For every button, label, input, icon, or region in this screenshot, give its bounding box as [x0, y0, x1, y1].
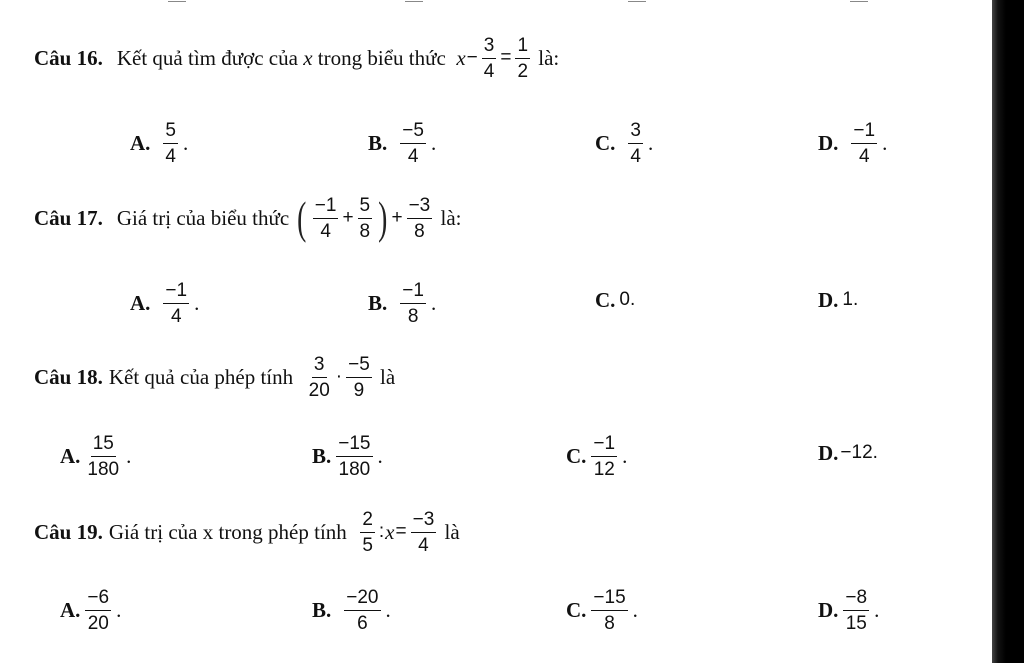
option-a: A. $\frac{-6}{20}$ .: [60, 586, 122, 634]
question-17-stem: Câu 17. Giá trị của biểu thức ( $\frac{-1}{4}$ + $\frac{5}{8}$ ) + $\frac{-3}{8}$ là:: [34, 192, 462, 243]
stem-text: Kết quả tìm được của: [116, 45, 298, 70]
minus-sign: −: [466, 47, 478, 68]
question-number: Câu 19.: [34, 519, 103, 544]
option-d: D. 1.: [818, 287, 859, 312]
stem-text: Giá trị của x trong phép tính: [108, 519, 347, 544]
fraction: $\frac{3}{4}$: [483, 34, 495, 82]
option-c: C. $\frac{3}{4}$ .: [595, 119, 654, 167]
stem-text: Kết quả của phép tính: [108, 364, 294, 389]
option-c: C. $\frac{-1}{12}$ .: [566, 432, 628, 480]
option-a: A. $\frac{15}{180}$ .: [60, 432, 132, 480]
fraction: $\frac{1}{2}$: [517, 34, 529, 82]
stem-text: là: [380, 364, 396, 389]
stem-text: là:: [538, 45, 560, 70]
stem-text: Giá trị của biểu thức: [116, 205, 290, 230]
option-a: A. $\frac{-1}{4}$ .: [130, 279, 200, 327]
option-d: D. $\frac{-8}{15}$ .: [818, 586, 880, 634]
option-c: C. 0.: [595, 287, 636, 312]
question-19-stem: Câu 19. Giá trị của x trong phép tính $\frac{2}{5}$ : x = $\frac{-3}{4}$ là: [34, 508, 460, 556]
fraction: $\frac{2}{5}$: [362, 508, 373, 556]
option-c: C. $\frac{-15}{8}$ .: [566, 586, 638, 634]
fraction: $\frac{5}{8}$: [359, 194, 371, 242]
stem-text: trong biểu thức: [317, 45, 446, 70]
equals-sign: =: [500, 47, 512, 68]
question-number: Câu 16.: [34, 45, 103, 70]
stem-text: là:: [440, 205, 462, 230]
variable: x: [456, 45, 466, 70]
fraction: $\frac{-5}{9}$: [348, 353, 370, 401]
option-d: D. −12.: [818, 440, 878, 465]
option-b: B. $\frac{-1}{8}$ .: [368, 279, 437, 327]
question-18-stem: Câu 18. Kết quả của phép tính $\frac{3}{20}$ · $\frac{-5}{9}$ là: [34, 353, 396, 401]
option-b: B. $\frac{-20}{6}$ .: [312, 586, 391, 634]
question-number: Câu 17.: [34, 205, 103, 230]
fraction: $\frac{-3}{8}$: [408, 194, 431, 242]
question-number: Câu 18.: [34, 364, 103, 389]
option-d: D. $\frac{-1}{4}$ .: [818, 119, 888, 167]
variable: x: [303, 45, 313, 70]
fraction: $\frac{-3}{4}$: [412, 508, 435, 556]
option-a: A. $\frac{5}{4}$ .: [130, 119, 189, 167]
fraction: $\frac{-1}{4}$: [314, 194, 337, 242]
question-16-stem: [34, 33, 559, 83]
option-b: B. $\frac{-15}{180}$ .: [312, 432, 383, 480]
page-edge-shadow: [992, 0, 1024, 663]
fraction: $\frac{3}{20}$: [308, 353, 330, 401]
option-b: B. $\frac{-5}{4}$ .: [368, 119, 437, 167]
stem-text: là: [444, 519, 460, 544]
